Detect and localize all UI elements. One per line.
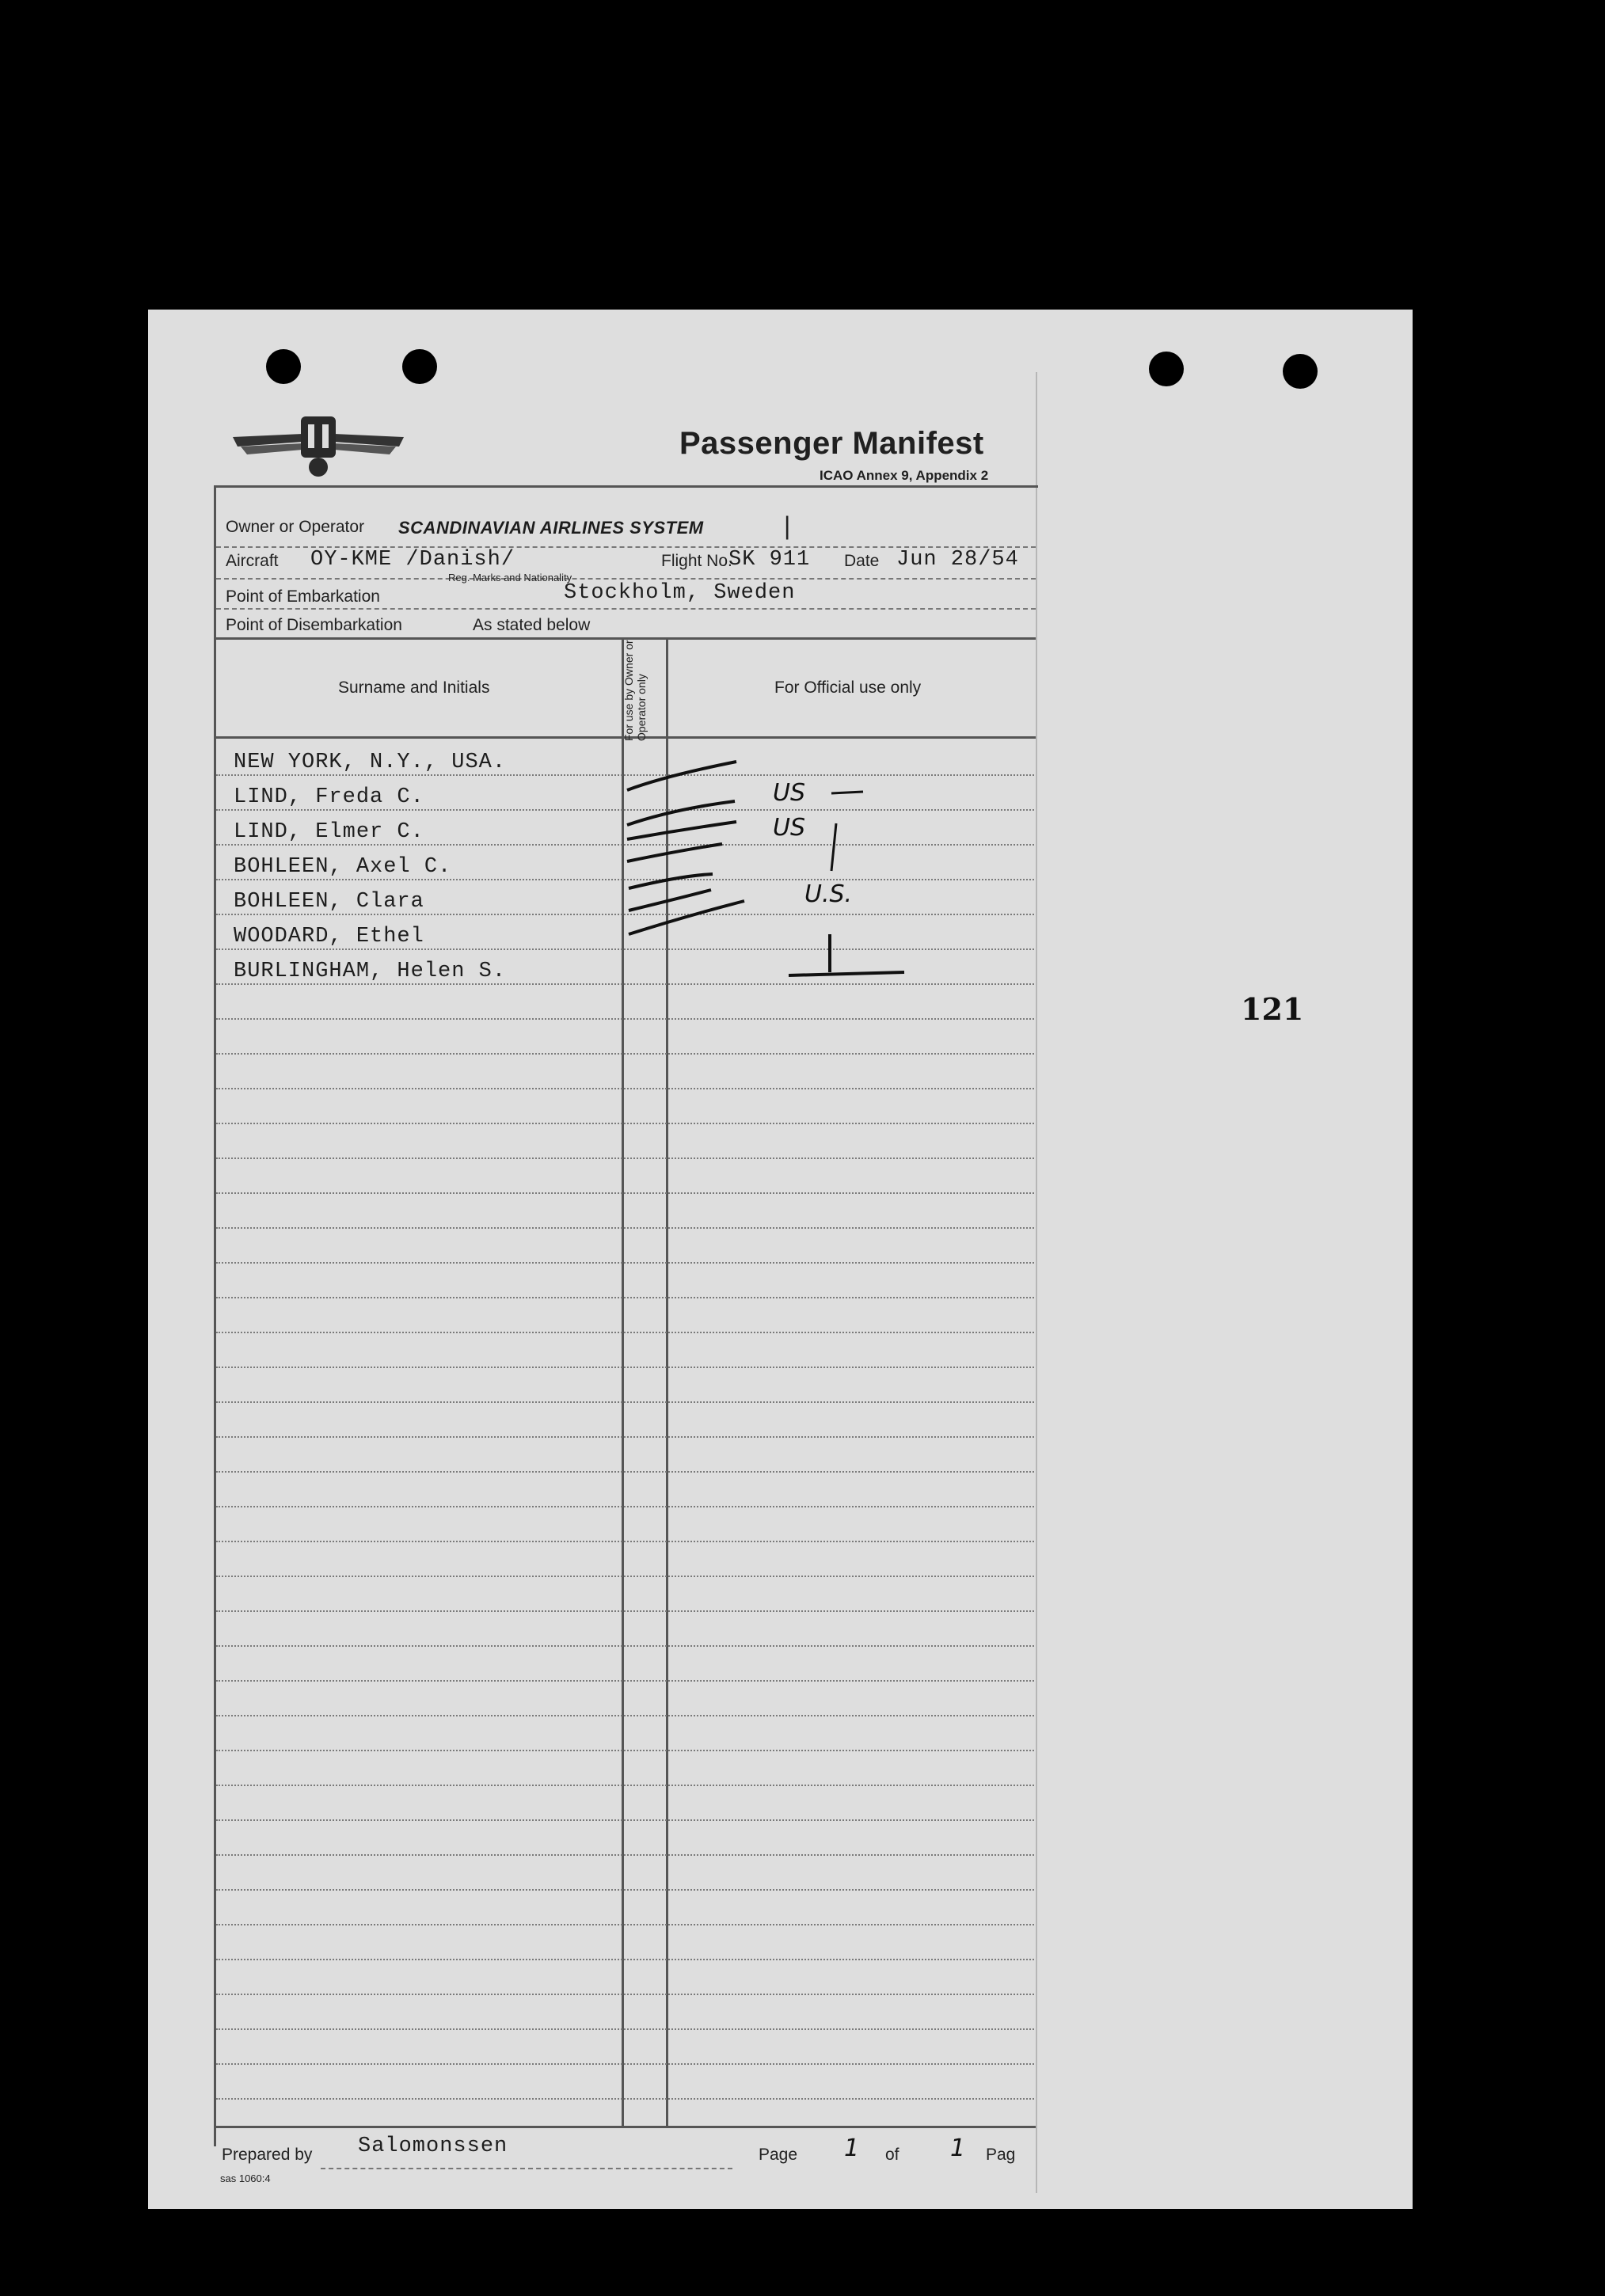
- form-code: sas 1060:4: [220, 2172, 271, 2184]
- table-rule-line: [216, 1785, 1034, 1786]
- table-rule-line: [216, 1889, 1034, 1891]
- punch-hole: [1283, 354, 1318, 389]
- table-rule-line: [216, 1192, 1034, 1194]
- passenger-row: LIND, Elmer C.: [234, 820, 424, 844]
- table-rule-line: [216, 2098, 1034, 2100]
- page-value: 1: [844, 2134, 860, 2162]
- table-rule-line: [216, 1227, 1034, 1229]
- table-rule-line: [216, 1053, 1034, 1055]
- table-rule-line: [216, 1854, 1034, 1856]
- passenger-row: WOODARD, Ethel: [234, 925, 424, 948]
- owner-value: SCANDINAVIAN AIRLINES SYSTEM: [398, 518, 704, 538]
- table-rule-line: [216, 1924, 1034, 1925]
- table-rule-line: [216, 1367, 1034, 1368]
- table-rule-line: [216, 983, 1034, 985]
- operator-column-header: For use by Owner or Operator only: [622, 640, 648, 741]
- form-subtitle: ICAO Annex 9, Appendix 2: [820, 468, 989, 483]
- date-label: Date: [844, 552, 880, 570]
- disembarkation-label: Point of Disembarkation: [226, 616, 402, 634]
- prepared-by-underline: [321, 2168, 732, 2169]
- table-rule-line: [216, 1610, 1034, 1612]
- official-mark: U.S.: [804, 880, 853, 908]
- table-rule-line: [216, 1471, 1034, 1473]
- airline-wings-logo: [230, 410, 407, 481]
- table-rule-line: [216, 1994, 1034, 1995]
- form-title: Passenger Manifest: [679, 426, 984, 461]
- table-rule-line: [216, 1332, 1034, 1333]
- table-rule-line: [216, 1645, 1034, 1647]
- table-rule-line: [216, 1506, 1034, 1507]
- page-label: Page: [759, 2146, 798, 2164]
- table-rule-line: [216, 1158, 1034, 1159]
- table-rule-line: [216, 1401, 1034, 1403]
- passenger-row: BOHLEEN, Clara: [234, 890, 424, 914]
- table-rule-line: [216, 2063, 1034, 2065]
- surname-column-header: Surname and Initials: [338, 679, 490, 697]
- passenger-row: BOHLEEN, Axel C.: [234, 855, 452, 879]
- flight-value: SK 911: [728, 548, 811, 572]
- archive-page-number: 121: [1241, 991, 1304, 1027]
- owner-separator: |: [784, 511, 791, 540]
- official-column-header: For Official use only: [774, 679, 922, 697]
- table-rule-line: [216, 1297, 1034, 1298]
- table-rule-line: [216, 1680, 1034, 1682]
- footer-divider: [216, 2126, 1036, 2128]
- date-value: Jun 28/54: [896, 548, 1019, 572]
- table-rule-line: [216, 1715, 1034, 1716]
- table-rule-line: [216, 1750, 1034, 1751]
- table-rule-line: [216, 2028, 1034, 2030]
- official-mark: US: [773, 814, 806, 842]
- table-rule-line: [216, 1123, 1034, 1124]
- disembarkation-value: As stated below: [473, 616, 591, 634]
- punch-hole: [1149, 352, 1184, 386]
- field-underline: [216, 578, 1036, 580]
- passenger-row: BURLINGHAM, Helen S.: [234, 960, 507, 983]
- table-rule-line: [216, 1541, 1034, 1542]
- embarkation-value: Stockholm, Sweden: [564, 581, 796, 605]
- table-rule-line: [216, 1262, 1034, 1264]
- page-cut-label: Pag: [986, 2146, 1016, 2164]
- aircraft-value: OY-KME /Danish/: [310, 548, 515, 572]
- owner-label: Owner or Operator: [226, 518, 365, 536]
- flight-label: Flight No.: [661, 552, 732, 570]
- prepared-by-label: Prepared by: [222, 2146, 313, 2164]
- of-value: 1: [950, 2134, 966, 2162]
- punch-hole: [402, 349, 437, 384]
- table-rule-line: [216, 1819, 1034, 1821]
- passenger-row: LIND, Freda C.: [234, 785, 424, 809]
- table-rule-line: [216, 1959, 1034, 1960]
- destination-row: NEW YORK, N.Y., USA.: [234, 751, 507, 774]
- punch-hole: [266, 349, 301, 384]
- of-label: of: [885, 2146, 899, 2164]
- table-rule-line: [216, 1576, 1034, 1577]
- table-rule-line: [216, 1088, 1034, 1089]
- field-underline: [216, 608, 1036, 610]
- reg-marks-label: Reg. Marks and Nationality: [448, 572, 572, 584]
- embarkation-label: Point of Embarkation: [226, 587, 380, 606]
- official-mark: US: [773, 779, 806, 807]
- prepared-by-value: Salomonssen: [358, 2134, 508, 2158]
- table-rule-line: [216, 1018, 1034, 1020]
- aircraft-label: Aircraft: [226, 552, 279, 570]
- table-rule-line: [216, 1436, 1034, 1438]
